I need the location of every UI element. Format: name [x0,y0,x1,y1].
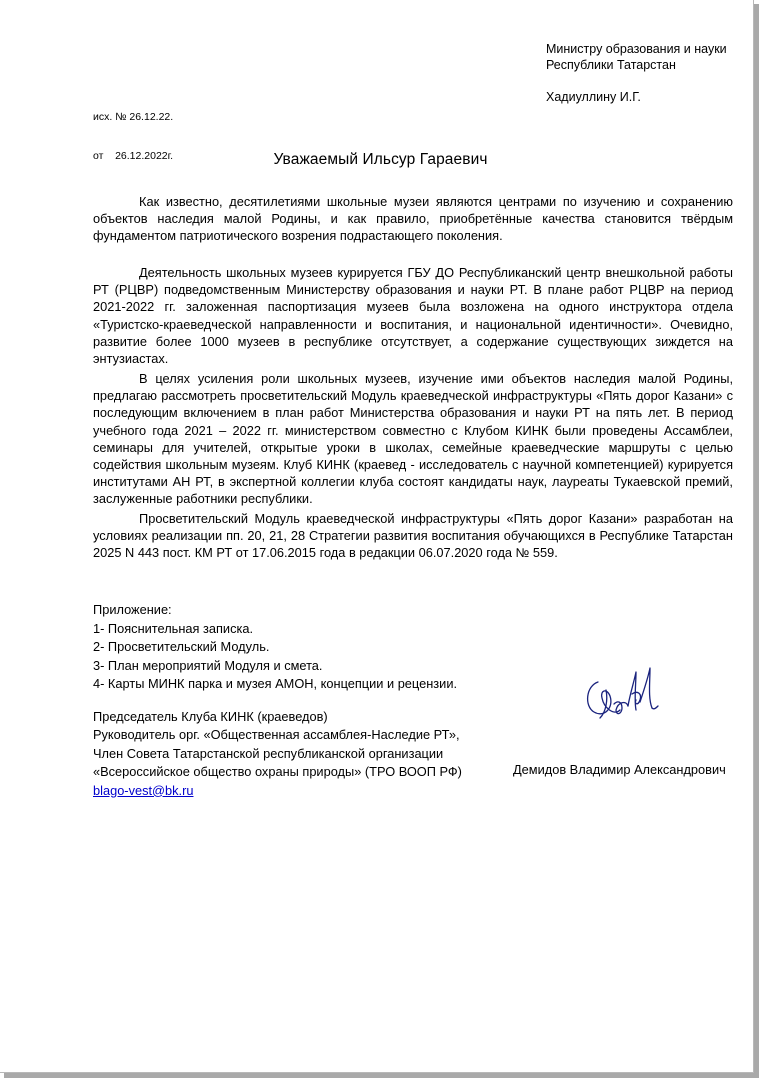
email-link[interactable]: blago-vest@bk.ru [93,782,194,798]
outgoing-number: исх. № 26.12.22. [93,111,174,123]
recipient-name: Хадиуллину И.Г. [546,90,641,104]
signer-full-name: Демидов Владимир Александрович [513,762,726,777]
outgoing-date: от 26.12.2022г. [93,150,174,162]
page-shadow-right [754,4,759,1074]
appendix-item: 2- Просветительский Модуль. [93,639,270,655]
appendix-item: 3- План мероприятий Модуля и смета. [93,657,323,673]
outgoing-reference [93,85,173,189]
recipient-block [546,42,727,106]
signer-line-2: Руководитель орг. «Общественная ассамблея-Наследие РТ», [93,727,460,743]
recipient-line-2: Республики Татарстан [546,57,676,72]
handwritten-signature [580,660,660,728]
page-shadow-bottom [4,1073,759,1078]
appendix-title: Приложение: [93,602,172,617]
body-paragraph-4: Просветительский Модуль краеведческой инфраструктуры «Пять дорог Казани» разработан на условиях реализации пп. 20, 21, 28 Стратегии развития воспитания обучающихся в Республике Татарстан 2025 N 443 пост. КМ РТ от 17.06.2015 года в редакции 06.07.2020 года № 559. [93,511,733,561]
signer-line-4: «Всероссийское общество охраны природы» (ТРО ВООП РФ) [93,764,462,780]
signer-line-1: Председатель Клуба КИНК (краеведов) [93,709,328,724]
appendix-list [93,601,457,694]
appendix-item: 1- Пояснительная записка. [93,620,254,636]
body-paragraph-2: Деятельность школьных музеев курируется ГБУ ДО Республиканский центр внешкольной работы РТ (РЦВР) подведомственным Министерству образования и науки РТ. В плане работ РЦВР на период 2021-2022 гг. заложенная паспортизация музеев была возложена на одного инструктора отдела «Туристско-краеведческой направленности и воспитания, и национальной идентичности». Очевидно, развитие более 1000 музеев в республике отсутствует, а содержание существующих зиждется на энтузиастах. [93,265,733,367]
body-paragraph-1: Как известно, десятилетиями школьные музеи являются центрами по изучению и сохранению объектов наследия малой Родины, и как правило, приобретённые качества становится твёрдым фундаментом патриотического возрения подрастающего поколения. [93,194,733,244]
signer-line-3: Член Совета Татарстанской республиканской организации [93,745,444,761]
recipient-line-1: Министру образования и науки [546,42,727,56]
greeting: Уважаемый Ильсур Гараевич [273,151,488,168]
signer-block [93,708,462,800]
body-paragraph-3: В целях усиления роли школьных музеев, изучение ими объектов наследия малой Родины, предлагаю рассмотреть просветительский Модуль краеведческой инфраструктуры «Пять дорог Казани» с последующим включением в план работ Министерства образования и науки РТ на пять лет. В период учебного года 2021 – 2022 гг. министерством совместно с Клубом КИНК были проведены Ассамблеи, семинары для учителей, открытые уроки в школах, семейные краеведческие маршруты с целью содействия школьным музеям. Клуб КИНК (краевед - исследователь с научной компетенцией) курируется институтами АН РТ, в экспертной коллегии клуба состоят кандидаты наук, лауреаты Тукаевской премий, заслуженные работники республики. [93,371,733,507]
appendix-item: 4- Карты МИНК парка и музея АМОН, концепции и рецензии. [93,676,458,692]
